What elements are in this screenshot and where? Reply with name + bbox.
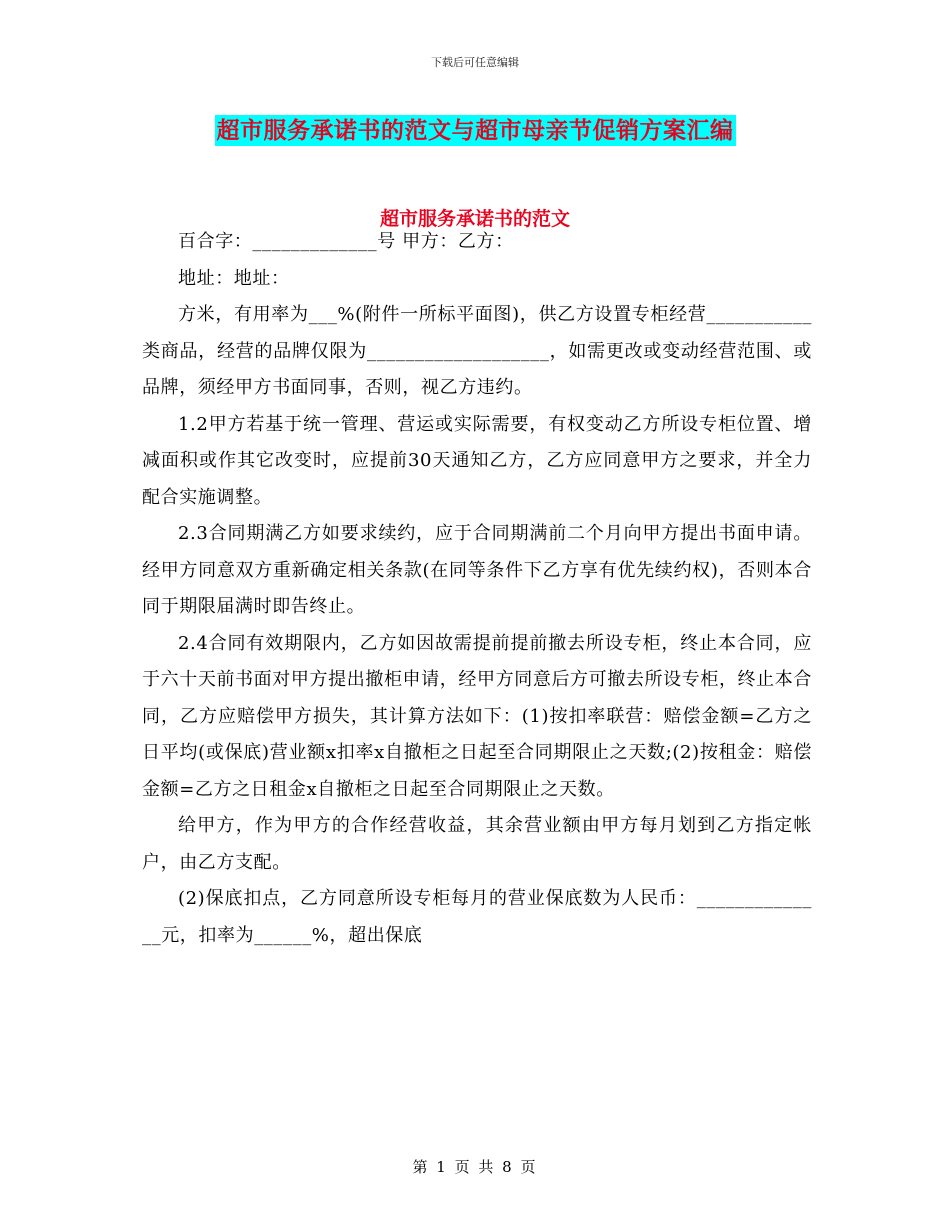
main-title — [0, 112, 950, 145]
paragraph-revenue: 给甲方，作为甲方的合作经营收益，其余营业额由甲方每月划到乙方指定帐户，由乙方支配。 — [142, 815, 812, 873]
paragraph-guarantee: (2)保底扣点，乙方同意所设专柜每月的营业保底数为人民币：______________元，扣率为______%，超出保底 — [142, 888, 812, 946]
paragraph-address: 地址：地址： — [178, 267, 290, 289]
header-note: 下载后可任意编辑 — [431, 56, 519, 69]
main-title-text: 超市服务承诺书的范文与超市母亲节促销方案汇编 — [216, 117, 734, 144]
page-footer: 第 1 页 共 8 页 — [412, 1158, 538, 1176]
paragraph-number-line: 百合字：_____________号 甲方：乙方： — [178, 231, 514, 252]
section-title: 超市服务承诺书的范文 — [379, 208, 570, 230]
paragraph-2-4: 2.4合同有效期限内，乙方如因故需提前提前撤去所设专柜，终止本合同，应于六十天前书面对甲方提出撤柜申请，经甲方同意后方可撤去所设专柜，终止本合同，乙方应赔偿甲方损失，其计算方法如下：(1)按扣率联营：赔偿金额=乙方之日平均(或保底)营业额x扣率x自撤柜之日起至合同期限止之天数;(2)按租金：赔偿金额=乙方之日租金x自撤柜之日起至合同期限止之天数。 — [142, 632, 812, 800]
paragraph-2-3: 2.3合同期满乙方如要求续约，应于合同期满前二个月向甲方提出书面申请。经甲方同意双方重新确定相关条款(在同等条件下乙方享有优先续约权)，否则本合同于期限届满时即告终止。 — [142, 523, 812, 617]
document-body — [142, 224, 812, 954]
paragraph-1-2: 1.2甲方若基于统一管理、营运或实际需要，有权变动乙方所设专柜位置、增减面积或作其它改变时，应提前30天通知乙方，乙方应同意甲方之要求，并全力配合实施调整。 — [142, 413, 812, 508]
paragraph-area: 方米，有用率为___%(附件一所标平面图)，供乙方设置专柜经营___________类商品，经营的品牌仅限为___________________，如需更改或变动经营范围、或品牌，须经甲方书面同事，否则，视乙方违约。 — [142, 304, 812, 398]
